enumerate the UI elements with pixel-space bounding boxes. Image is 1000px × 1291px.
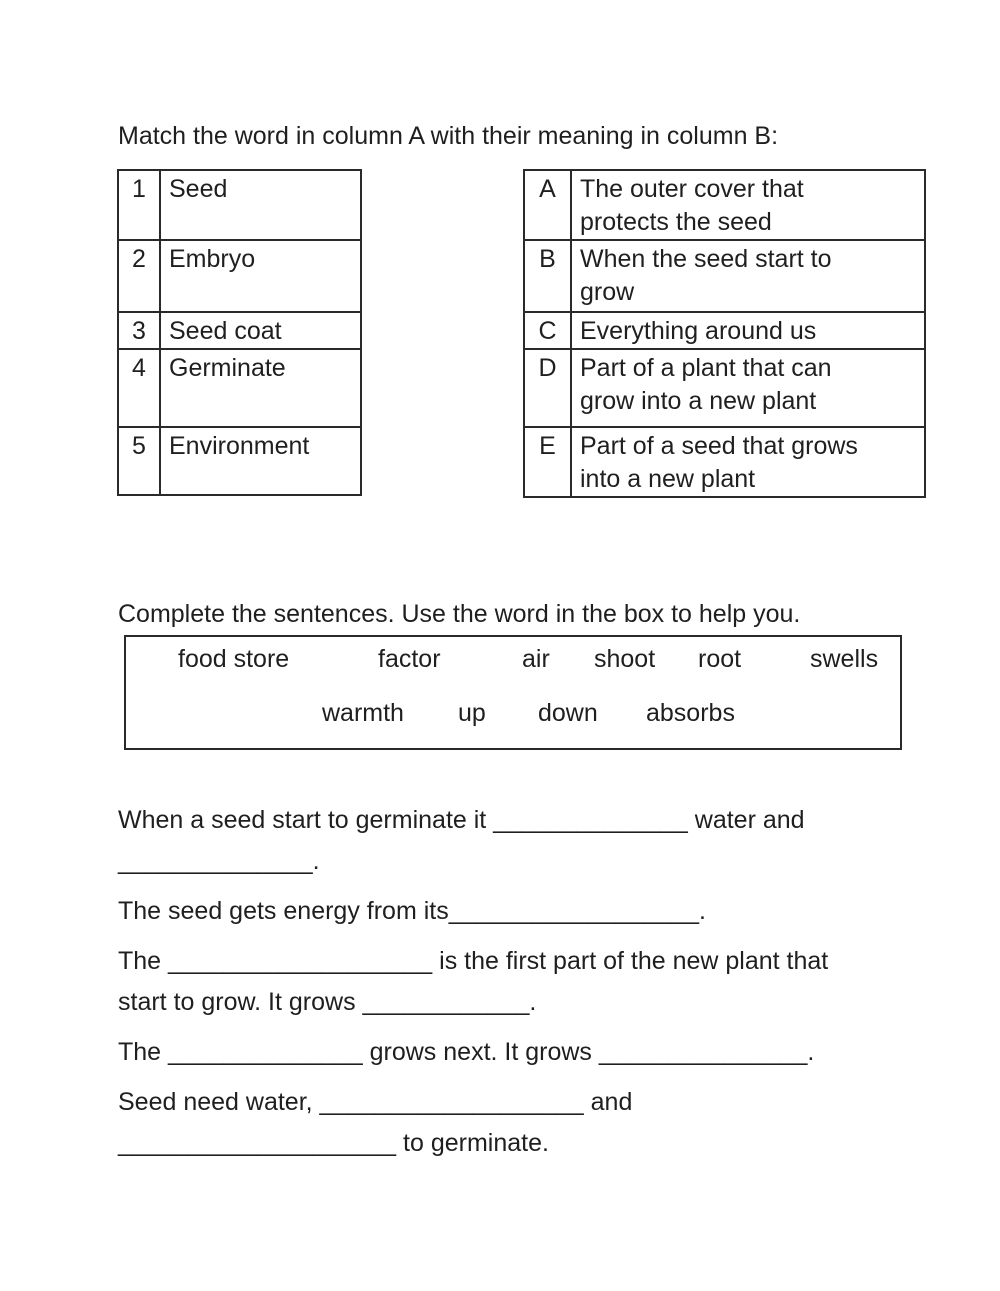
row-meaning-line: Part of a seed that grows — [580, 432, 858, 460]
row-meaning — [571, 240, 925, 312]
word-bank-word: warmth — [322, 699, 404, 727]
row-meaning-line: grow into a new plant — [580, 387, 817, 415]
word-bank-word: absorbs — [646, 699, 735, 727]
row-letter: D — [524, 349, 571, 427]
row-letter: E — [524, 427, 571, 497]
sentence — [118, 941, 948, 1023]
row-number: 1 — [118, 170, 160, 240]
table-row — [524, 427, 925, 497]
row-number: 4 — [118, 349, 160, 427]
word-bank-word: factor — [378, 645, 441, 673]
sentence — [118, 1082, 948, 1164]
word-bank-word: up — [458, 699, 486, 727]
word-bank-word: food store — [178, 645, 290, 673]
match-column-a-table — [117, 169, 362, 496]
word-bank-word: air — [522, 645, 550, 673]
row-word-text: Seed — [169, 175, 228, 203]
table-row — [524, 349, 925, 427]
row-meaning — [571, 170, 925, 240]
row-meaning-line: When the seed start to — [580, 245, 832, 273]
row-word — [160, 170, 361, 240]
row-number: 2 — [118, 240, 160, 312]
match-column-b-table — [523, 169, 926, 498]
row-word-text: Environment — [169, 432, 310, 460]
row-meaning — [571, 427, 925, 497]
complete-section-heading: Complete the sentences. Use the word in the box to help you. — [118, 600, 801, 628]
match-section-heading: Match the word in column A with their meaning in column B: — [118, 122, 779, 150]
sentence-line: ____________________ to germinate. — [118, 1129, 549, 1157]
row-word-text: Embryo — [169, 245, 256, 273]
row-meaning-line: protects the seed — [580, 208, 772, 236]
row-number: 3 — [118, 312, 160, 349]
word-bank-word: shoot — [594, 645, 656, 673]
row-meaning — [571, 349, 925, 427]
sentence-line: ______________. — [118, 847, 320, 875]
row-meaning — [571, 312, 925, 349]
row-meaning-line: Everything around us — [580, 317, 817, 345]
word-bank-word: down — [538, 699, 598, 727]
row-meaning-line: The outer cover that — [580, 175, 804, 203]
word-bank-word: swells — [810, 645, 879, 673]
row-word — [160, 349, 361, 427]
sentence-line: The seed gets energy from its__________________. — [118, 897, 706, 925]
row-number: 5 — [118, 427, 160, 495]
row-meaning-line: grow — [580, 278, 635, 306]
row-word — [160, 312, 361, 349]
sentence — [118, 891, 948, 932]
table-row — [118, 170, 361, 240]
sentence — [118, 800, 948, 882]
sentence — [118, 1032, 948, 1073]
row-word-text: Germinate — [169, 354, 286, 382]
row-letter: A — [524, 170, 571, 240]
sentence-line: The ___________________ is the first part of the new plant that — [118, 947, 829, 975]
row-letter: C — [524, 312, 571, 349]
row-meaning-line: Part of a plant that can — [580, 354, 832, 382]
row-meaning-line: into a new plant — [580, 465, 756, 493]
table-row — [524, 170, 925, 240]
table-row — [524, 240, 925, 312]
sentence-line: Seed need water, ___________________ and — [118, 1088, 633, 1116]
row-letter: B — [524, 240, 571, 312]
word-bank-word: root — [698, 645, 742, 673]
sentence-line: When a seed start to germinate it ______________ water and — [118, 806, 805, 834]
sentence-line: start to grow. It grows ____________. — [118, 988, 537, 1016]
table-row — [524, 312, 925, 349]
table-row — [118, 427, 361, 495]
table-row — [118, 349, 361, 427]
sentence-line: The ______________ grows next. It grows _______________. — [118, 1038, 815, 1066]
word-bank-box — [124, 635, 902, 750]
table-row — [118, 240, 361, 312]
row-word-text: Seed coat — [169, 317, 282, 345]
row-word — [160, 240, 361, 312]
row-word — [160, 427, 361, 495]
table-row — [118, 312, 361, 349]
sentences-block — [118, 800, 948, 1173]
